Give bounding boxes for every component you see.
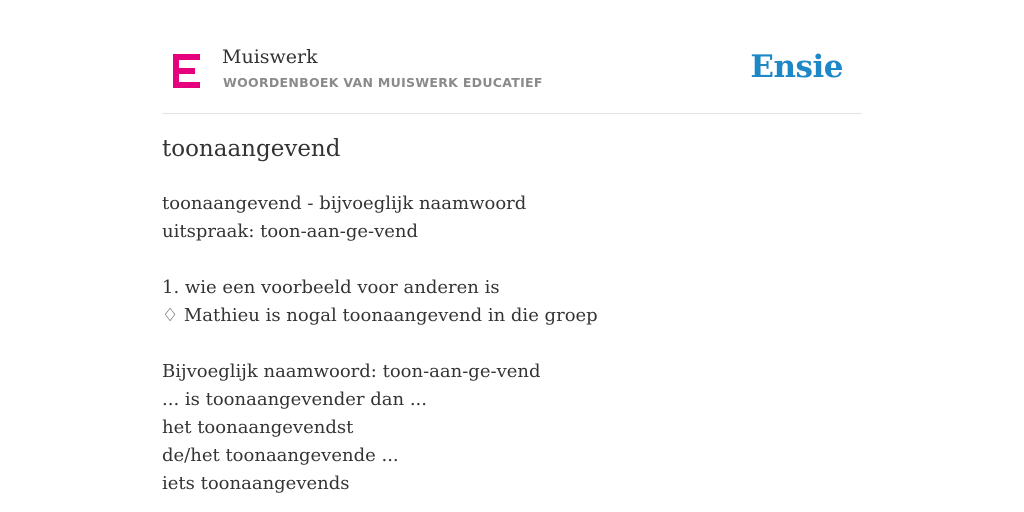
muiswerk-logo-icon[interactable] [173, 54, 200, 88]
definition-line-partitive: iets toonaangevends [162, 473, 350, 494]
definition-line-example: ♢ Mathieu is nogal toonaangevend in die groep [162, 305, 598, 326]
entry-title: toonaangevend [162, 136, 341, 162]
definition-line-inflection-header: Bijvoeglijk naamwoord: toon-aan-ge-vend [162, 361, 541, 382]
logo-bar-bottom [173, 82, 200, 88]
entry-definition [162, 190, 598, 498]
logo-bar-top [173, 54, 200, 60]
publisher-name[interactable]: Muiswerk [222, 46, 318, 68]
ensie-logo[interactable]: Ensie [750, 49, 843, 85]
definition-line-blank [162, 330, 598, 358]
definition-line-inflected: de/het toonaangevende ... [162, 445, 399, 466]
definition-line-comparative: ... is toonaangevender dan ... [162, 389, 427, 410]
definition-line-blank [162, 246, 598, 274]
definition-line-word-class: toonaangevend - bijvoeglijk naamwoord [162, 193, 527, 214]
logo-bar-middle [173, 68, 195, 74]
definition-line-superlative: het toonaangevendst [162, 417, 354, 438]
definition-line-meaning: 1. wie een voorbeeld voor anderen is [162, 277, 500, 298]
definition-line-pronunciation: uitspraak: toon-aan-ge-vend [162, 221, 419, 242]
publisher-subtitle: WOORDENBOEK VAN MUISWERK EDUCATIEF [223, 75, 543, 90]
site-header [162, 40, 862, 114]
